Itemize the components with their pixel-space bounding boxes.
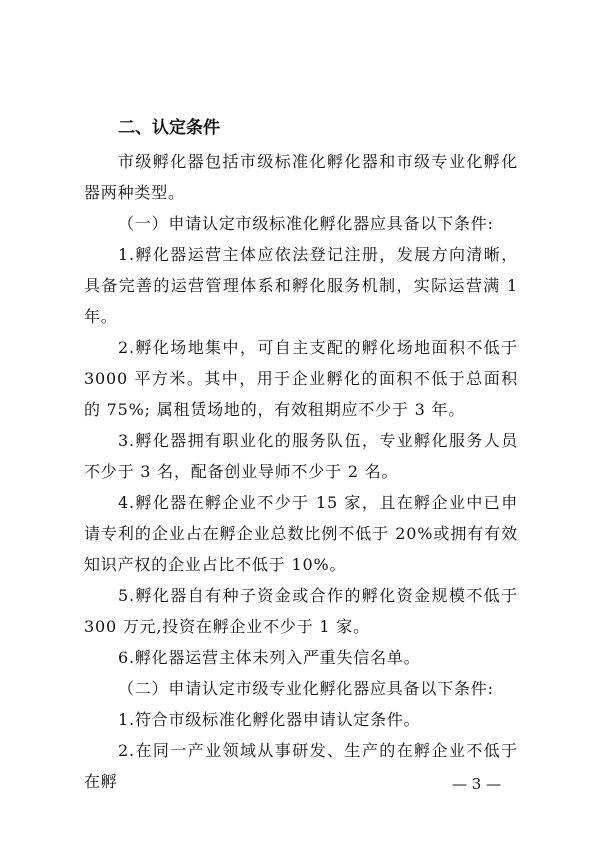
paragraph: 2.孵化场地集中，可自主支配的孵化场地面积不低于 3000 平方米。其中，用于企业孵化的面积不低于总面积的 75%; 属租赁场地的，有效租期应不少于 3 年。 — [84, 338, 518, 419]
page-number: — 3 — — [452, 775, 502, 793]
paragraph: 3.孵化器拥有职业化的服务队伍，专业孵化服务人员不少于 3 名，配备创业导师不少于 2 名。 — [84, 431, 518, 481]
paragraph: 2.在同一产业领域从事研发、生产的在孵企业不低于在孵 — [84, 741, 518, 791]
paragraph: （一）申请认定市级标准化孵化器应具备以下条件: — [118, 214, 494, 233]
paragraph: 1.孵化器运营主体应依法登记注册，发展方向清晰，具备完善的运营管理体系和孵化服务机制，实际运营满 1 年。 — [84, 245, 518, 326]
paragraph: 市级孵化器包括市级标准化孵化器和市级专业化孵化器两种类型。 — [84, 152, 518, 202]
document-body — [84, 146, 518, 797]
paragraph: 1.符合市级标准化孵化器申请认定条件。 — [118, 710, 421, 729]
paragraph: （二）申请认定市级专业化孵化器应具备以下条件: — [118, 679, 494, 698]
paragraph: 4.孵化器在孵企业不少于 15 家，且在孵企业中已申请专利的企业占在孵企业总数比例不低于 20%或拥有有效知识产权的企业占比不低于 10%。 — [84, 493, 518, 574]
paragraph: 6.孵化器运营主体未列入严重失信名单。 — [118, 648, 421, 667]
section-heading: 二、认定条件 — [118, 118, 220, 138]
paragraph: 5.孵化器自有种子资金或合作的孵化资金规模不低于 300 万元,投资在孵企业不少于 1 家。 — [84, 586, 518, 636]
